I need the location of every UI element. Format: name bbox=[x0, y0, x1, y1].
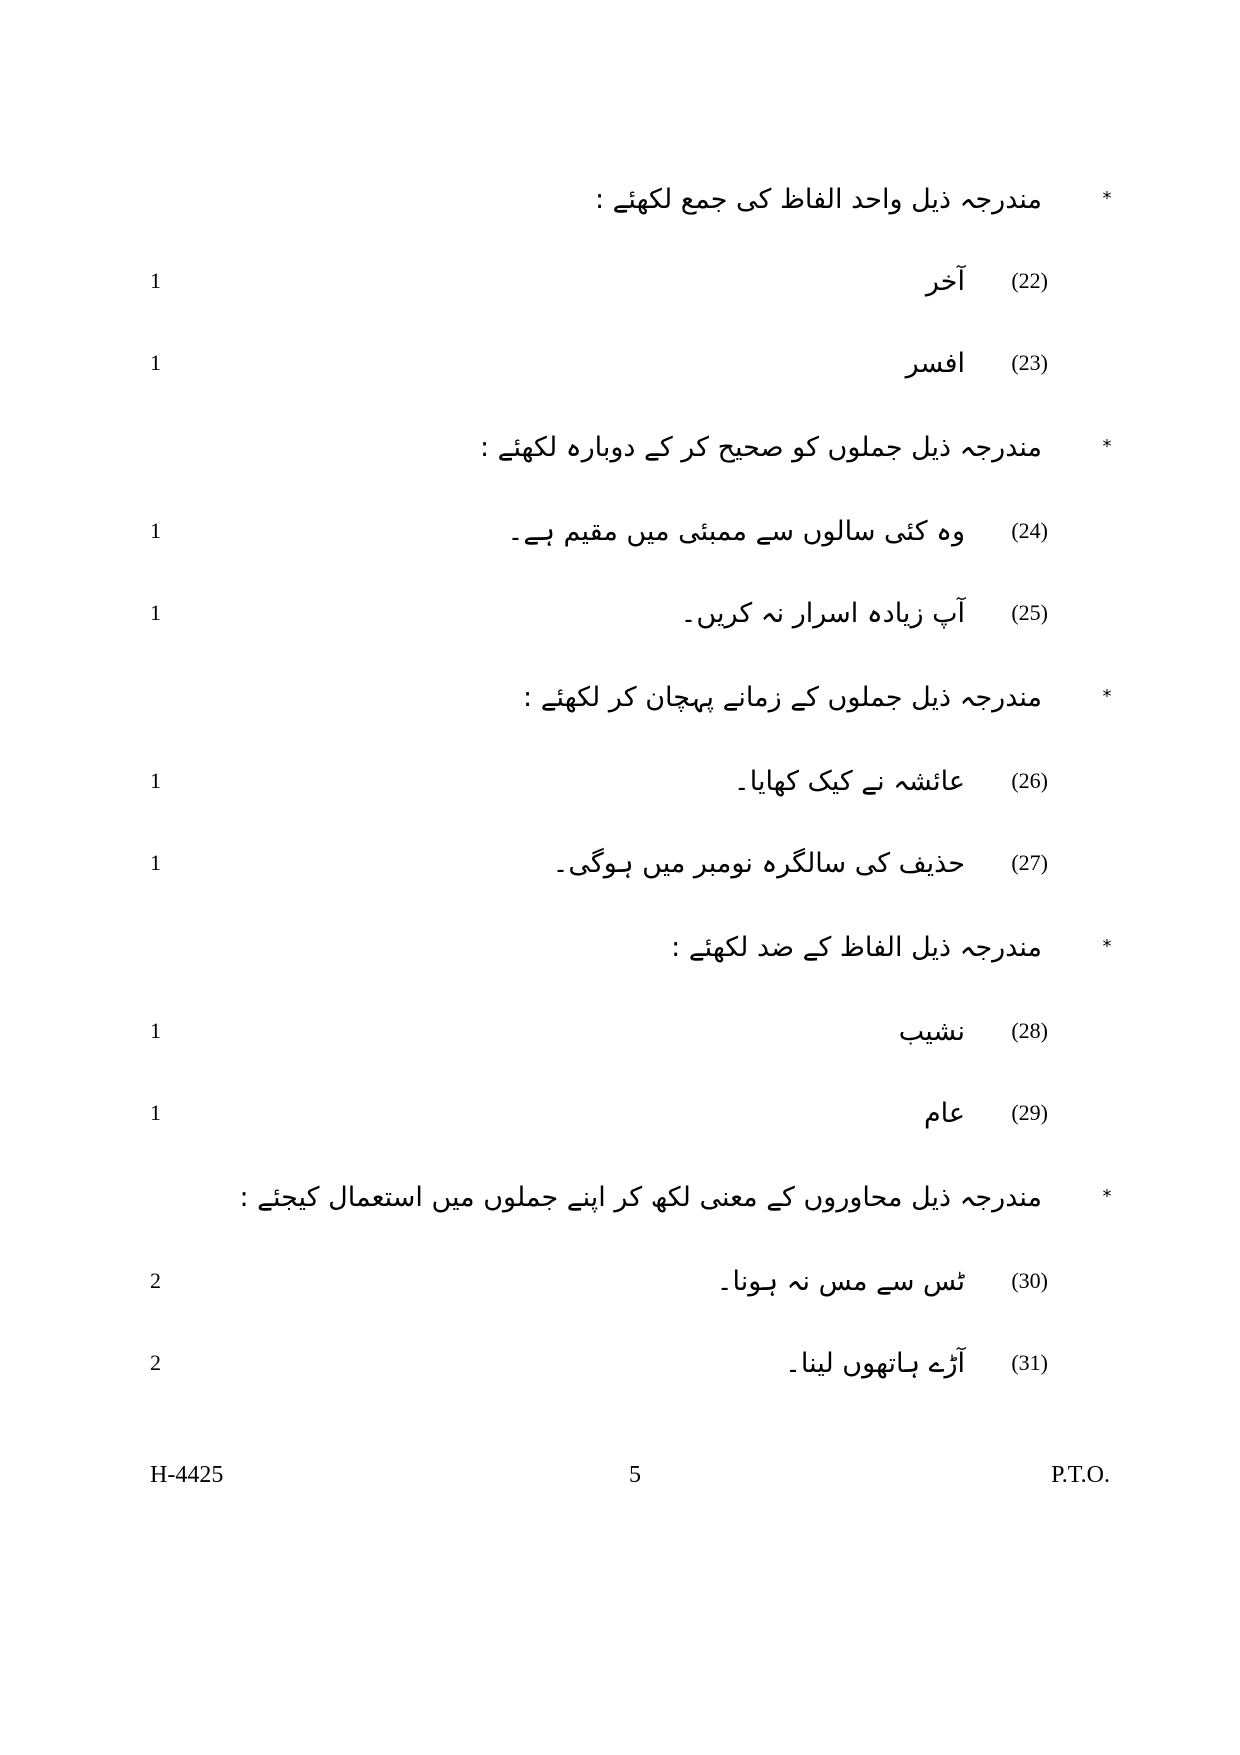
question-number: (31) bbox=[1011, 1350, 1048, 1375]
question-row bbox=[0, 1090, 1240, 1150]
bullet-asterisk: * bbox=[1102, 1186, 1112, 1207]
page-number: 5 bbox=[629, 1462, 641, 1488]
question-text: عام bbox=[923, 1098, 965, 1129]
question-number: (30) bbox=[1011, 1268, 1048, 1293]
bullet-asterisk: * bbox=[1102, 686, 1112, 707]
question-number: (22) bbox=[1011, 268, 1048, 293]
question-text: آخر bbox=[925, 266, 965, 297]
section-instruction bbox=[0, 424, 1240, 484]
question-number: (27) bbox=[1011, 850, 1048, 875]
question-text: عائشہ نے کیک کھایا۔ bbox=[733, 766, 965, 797]
question-text: آپ زیادہ اسرار نہ کریں۔ bbox=[680, 598, 965, 629]
question-marks: 1 bbox=[150, 1018, 161, 1043]
instruction-text: مندرجہ ذیل محاوروں کے معنی لکھ کر اپنے جملوں میں استعمال کیجئے : bbox=[239, 1182, 1042, 1213]
bullet-asterisk: * bbox=[1102, 188, 1112, 209]
bullet-asterisk: * bbox=[1102, 436, 1112, 457]
question-marks: 1 bbox=[150, 768, 161, 793]
question-marks: 1 bbox=[150, 1100, 161, 1125]
paper-code: H-4425 bbox=[150, 1462, 224, 1488]
question-row bbox=[0, 508, 1240, 568]
instruction-text: مندرجہ ذیل واحد الفاظ کی جمع لکھئے : bbox=[594, 184, 1042, 215]
question-marks: 2 bbox=[150, 1268, 161, 1293]
instruction-text: مندرجہ ذیل الفاظ کے ضد لکھئے : bbox=[671, 932, 1042, 963]
question-number: (28) bbox=[1011, 1018, 1048, 1043]
question-marks: 1 bbox=[150, 350, 161, 375]
question-text: نشیب bbox=[898, 1016, 965, 1047]
question-row bbox=[0, 758, 1240, 818]
question-row bbox=[0, 590, 1240, 650]
please-turn-over: P.T.O. bbox=[1051, 1462, 1110, 1488]
question-row bbox=[0, 1008, 1240, 1068]
question-marks: 1 bbox=[150, 268, 161, 293]
question-marks: 2 bbox=[150, 1350, 161, 1375]
question-row bbox=[0, 340, 1240, 400]
question-text: افسر bbox=[905, 348, 965, 379]
question-text: حذیف کی سالگرہ نومبر میں ہوگی۔ bbox=[552, 848, 965, 879]
question-text: ٹس سے مس نہ ہونا۔ bbox=[716, 1266, 965, 1297]
section-instruction bbox=[0, 176, 1240, 236]
section-instruction bbox=[0, 1174, 1240, 1234]
question-number: (24) bbox=[1011, 518, 1048, 543]
instruction-text: مندرجہ ذیل جملوں کو صحیح کر کے دوبارہ لکھئے : bbox=[479, 432, 1042, 463]
question-text: وہ کئی سالوں سے ممبئی میں مقیم ہے۔ bbox=[507, 516, 965, 547]
section-instruction bbox=[0, 924, 1240, 984]
question-number: (25) bbox=[1011, 600, 1048, 625]
question-row bbox=[0, 258, 1240, 318]
question-text: آڑے ہاتھوں لینا۔ bbox=[785, 1348, 965, 1379]
question-number: (26) bbox=[1011, 768, 1048, 793]
question-row bbox=[0, 840, 1240, 900]
question-number: (23) bbox=[1011, 350, 1048, 375]
question-row bbox=[0, 1258, 1240, 1318]
question-number: (29) bbox=[1011, 1100, 1048, 1125]
bullet-asterisk: * bbox=[1102, 936, 1112, 957]
question-marks: 1 bbox=[150, 518, 161, 543]
instruction-text: مندرجہ ذیل جملوں کے زمانے پہچان کر لکھئے : bbox=[523, 682, 1042, 713]
question-marks: 1 bbox=[150, 850, 161, 875]
question-row bbox=[0, 1340, 1240, 1400]
question-marks: 1 bbox=[150, 600, 161, 625]
section-instruction bbox=[0, 674, 1240, 734]
